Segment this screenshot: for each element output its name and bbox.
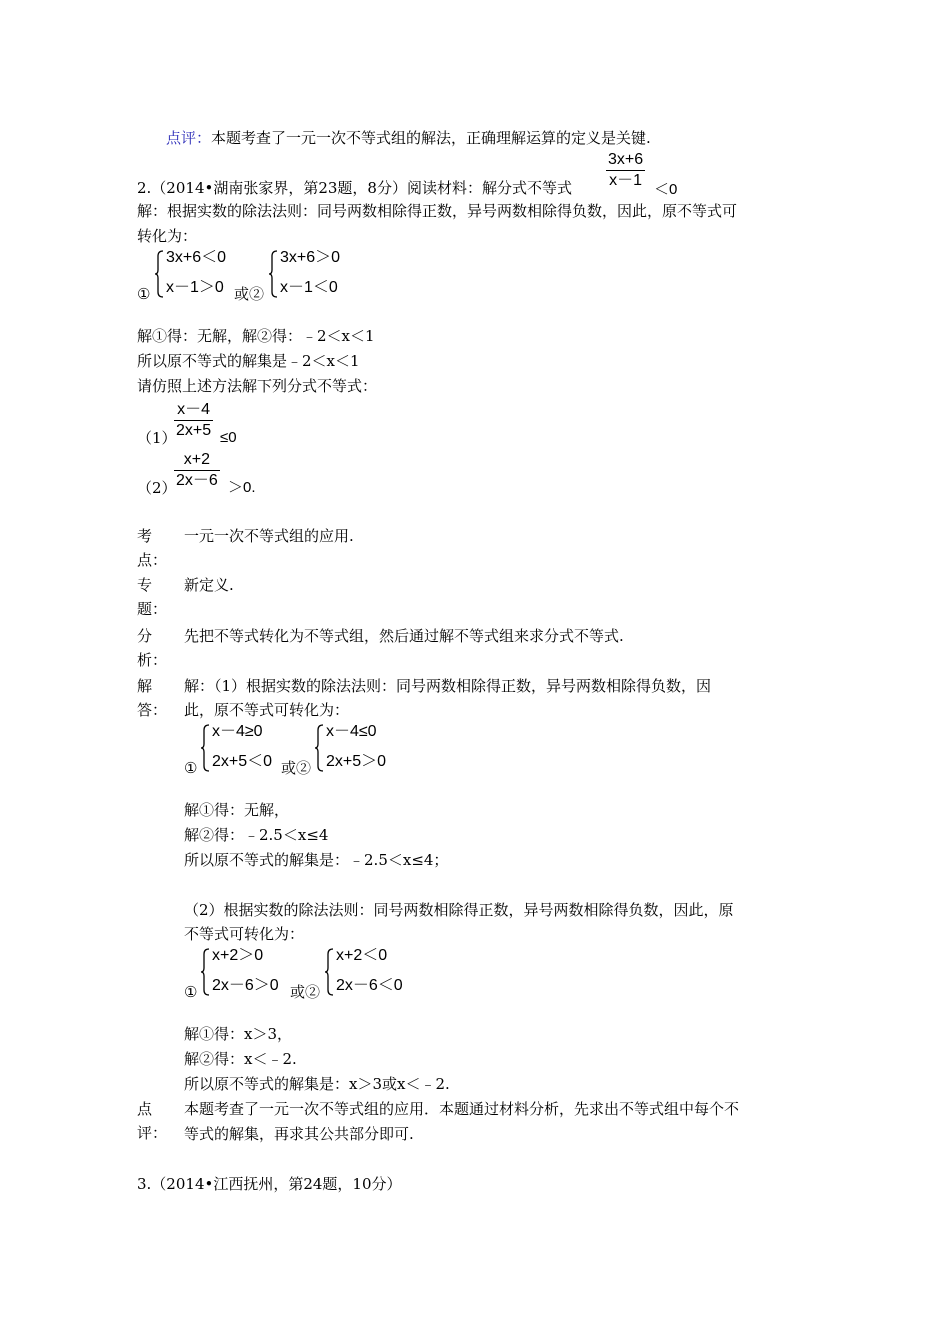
c-sol1: 解①得：x＞3，	[184, 1025, 293, 1043]
comment-text: 本题考查了一元一次不等式组的解法，正确理解运算的定义是关键.	[211, 129, 651, 147]
sys-a-row3: 3x+6＞0	[280, 249, 341, 266]
q2-fraction	[174, 450, 220, 491]
sys-a-prefix: ①	[137, 285, 151, 303]
brace-icon	[268, 250, 278, 298]
problem3-header: 3.（2014•江西抚州，第24题，10分）	[137, 1175, 402, 1193]
b-line2: 解②得：﹣2.5＜x≤4	[184, 826, 329, 844]
jieda-label: 解 答：	[137, 677, 168, 719]
sys-c-row1: x+2＞0	[212, 947, 264, 964]
jieda-line1: 解：（1）根据实数的除法法则：同号两数相除得正数，异号两数相除得负数，因	[184, 677, 712, 695]
kaodian-text: 一元一次不等式组的应用.	[184, 527, 354, 545]
main-fraction-tail: ＜0	[654, 181, 678, 198]
problem2-line3: 解①得：无解，解②得：﹣2＜x＜1	[137, 327, 375, 345]
main-fraction	[606, 150, 645, 191]
sys-a-mid: 或②	[234, 285, 265, 303]
problem2-line2: 转化为：	[137, 227, 198, 245]
sys-c-row4: 2x－6＜0	[336, 977, 403, 994]
q1-tail: ≤0	[220, 429, 237, 446]
brace-icon	[200, 948, 210, 996]
jieda-line2: 此，原不等式可转化为：	[184, 701, 350, 719]
q1-prefix: （1）	[137, 429, 177, 447]
fenxi-text: 先把不等式转化为不等式组，然后通过解不等式组来求分式不等式.	[184, 627, 624, 645]
zhuanti-label: 专 题：	[137, 576, 168, 618]
c-line1: （2）根据实数的除法法则：同号两数相除得正数，异号两数相除得负数，因此，原	[184, 901, 734, 919]
sys-c-prefix: ①	[184, 983, 198, 1001]
dianping-line2: 等式的解集，再求其公共部分即可.	[184, 1125, 414, 1143]
brace-icon	[154, 250, 164, 298]
sys-b-row4: 2x+5＞0	[326, 753, 387, 770]
sys-b-prefix: ①	[184, 759, 198, 777]
problem2-line4: 所以原不等式的解集是﹣2＜x＜1	[137, 352, 360, 370]
problem2-line5: 请仿照上述方法解下列分式不等式：	[137, 377, 378, 395]
sys-b-row3: x－4≤0	[326, 723, 377, 740]
brace-icon	[314, 724, 324, 772]
sys-b-row2: 2x+5＜0	[212, 753, 273, 770]
top-comment	[166, 128, 651, 148]
sys-c-row3: x+2＜0	[336, 947, 388, 964]
brace-icon	[200, 724, 210, 772]
sys-a-row2: x－1＞0	[166, 279, 224, 296]
q2-tail: ＞0.	[228, 479, 256, 496]
sys-b-row1: x－4≥0	[212, 723, 263, 740]
zhuanti-text: 新定义.	[184, 576, 234, 594]
q1-fraction	[174, 400, 213, 441]
sys-b-mid: 或②	[281, 759, 312, 777]
sys-c-row2: 2x－6＞0	[212, 977, 279, 994]
sys-a-row4: x－1＜0	[280, 279, 338, 296]
sys-a-row1: 3x+6＜0	[166, 249, 227, 266]
q2-prefix: （2）	[137, 479, 177, 497]
c-sol2: 解②得：x＜﹣2.	[184, 1050, 297, 1068]
problem2-header: 2.（2014•湖南张家界，第23题，8分）阅读材料：解分式不等式	[137, 179, 572, 197]
brace-icon	[324, 948, 334, 996]
main-fraction-denominator: x－1	[609, 172, 643, 189]
q2-denominator: 2x－6	[176, 472, 218, 489]
comment-label: 点评：	[166, 129, 212, 147]
fenxi-label: 分 析：	[137, 627, 168, 669]
kaodian-label: 考 点：	[137, 527, 168, 569]
dianping-label: 点 评：	[137, 1100, 168, 1142]
main-fraction-numerator: 3x+6	[608, 151, 644, 168]
c-sol3: 所以原不等式的解集是：x＞3或x＜﹣2.	[184, 1075, 450, 1093]
q1-numerator: x－4	[177, 401, 211, 418]
sys-c-mid: 或②	[290, 983, 321, 1001]
dianping-line1: 本题考查了一元一次不等式组的应用．本题通过材料分析，先求出不等式组中每个不	[184, 1100, 740, 1118]
q1-denominator: 2x+5	[176, 422, 212, 439]
q2-numerator: x+2	[183, 451, 211, 468]
problem2-line1: 解：根据实数的除法法则：同号两数相除得正数，异号两数相除得负数，因此，原不等式可	[137, 202, 738, 220]
b-line3: 所以原不等式的解集是：﹣2.5＜x≤4；	[184, 851, 449, 869]
b-line1: 解①得：无解，	[184, 801, 290, 819]
c-line2: 不等式可转化为：	[184, 925, 305, 943]
